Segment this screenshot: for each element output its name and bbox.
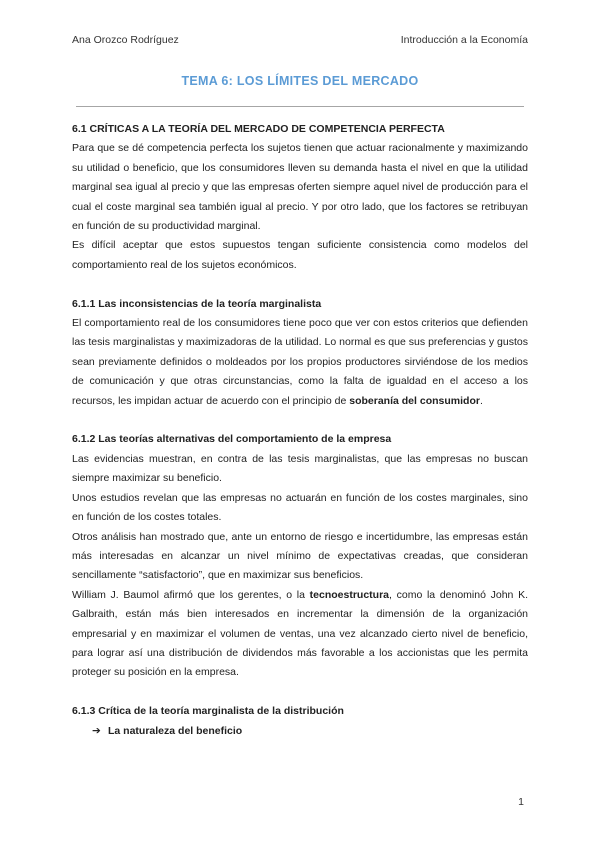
section-6-1-1-heading: 6.1.1 Las inconsistencias de la teoría marginalista: [72, 297, 322, 310]
technostructure-term: tecnoestructura: [309, 588, 390, 601]
header-course: Introducción a la Economía: [400, 34, 528, 46]
section-6-1-heading: 6.1 CRÍTICAS A LA TEORÍA DEL MERCADO DE COMPETENCIA PERFECTA: [72, 123, 445, 135]
section-6-1-2-paragraph-2: Unos estudios revelan que las empresas no actuarán en función de los costes marginales, sino en función de los costes totales.: [72, 491, 528, 524]
section-6-1-paragraph-2: Es difícil aceptar que estos supuestos tengan suficiente consistencia como modelos del comportamiento real de los sujetos económicos.: [72, 239, 528, 271]
bullet-label: La naturaleza del beneficio: [108, 724, 243, 737]
section-6-1-2-heading: 6.1.2 Las teorías alternativas del comportamiento de la empresa: [72, 433, 392, 446]
header-author: Ana Orozco Rodríguez: [72, 34, 179, 46]
page-title: TEMA 6: LOS LÍMITES DEL MERCADO: [181, 74, 419, 88]
section-6-1-1-text: El comportamiento real de los consumidores tiene poco que ver con estos criterios que defienden las tesis marginalistas y maximizadoras de la utilidad. Lo normal es que sus preferencias y gustos sean previamente definidos o moldeados por los propios productores sirviéndose de los medios de comunicación y que otras circunstancias, como la falta de igualdad en el acceso a los recursos, les impidan actuar de acuerdo con el principio de: [72, 317, 528, 407]
document-body: [72, 120, 528, 741]
page-number: 1: [518, 796, 524, 808]
section-6-1-2-paragraph-1: Las evidencias muestran, en contra de las tesis marginalistas, que las empresas no buscan siempre maximizar su beneficio.: [72, 452, 528, 485]
arrow-right-icon: ➔: [92, 724, 101, 737]
section-6-1-2-paragraph-4: William J. Baumol afirmó que los gerentes, o la tecnoestructura, como la denominó John K. Galbraith, están más bien interesados en incrementar la dimensión de la organización empresarial y en maximizar el volumen de ventas, una vez alcanzado cierto nivel de beneficio, para lograr así una distribución de dividendos más favorable a los accionistas que les permita proteger su posición en la empresa.: [72, 588, 528, 679]
section-6-1-1-paragraph: El comportamiento real de los consumidores tiene poco que ver con estos criterios que defienden las tesis marginalistas y maximizadoras de la utilidad. Lo normal es que sus preferencias y gustos sean previamente definidos o moldeados por los propios productores sirviéndose de los medios de comunicación y que otras circunstancias, como la falta de igualdad en el acceso a los recursos, les impidan actuar de acuerdo con el principio de soberanía del consumidor.: [72, 317, 528, 407]
section-6-1-2-paragraph-3: Otros análisis han mostrado que, ante un entorno de riesgo e incertidumbre, las empresas están más interesadas en alcanzar un nivel mínimo de expectativas creadas, que consideran sencillamente “satisfactorio”, que en maximizar sus beneficios.: [72, 530, 528, 582]
section-6-1-paragraph-1: Para que se dé competencia perfecta los sujetos tienen que actuar racionalmente y maximizando su utilidad o beneficio, que los consumidores lleven su demanda hasta el nivel en que la utilidad marginal sea igual al precio y que las empresas oferten siempre aquel nivel de producción para el cual el coste marginal sea también igual al precio. Y por otro lado, que los factores se retribuyan en función de su productividad marginal.: [72, 142, 528, 233]
title-divider: [76, 106, 524, 107]
consumer-sovereignty-term: soberanía del consumidor: [349, 394, 480, 407]
bullet-item: [72, 722, 528, 741]
section-6-1-3-heading: 6.1.3 Crítica de la teoría marginalista de la distribución: [72, 705, 344, 718]
